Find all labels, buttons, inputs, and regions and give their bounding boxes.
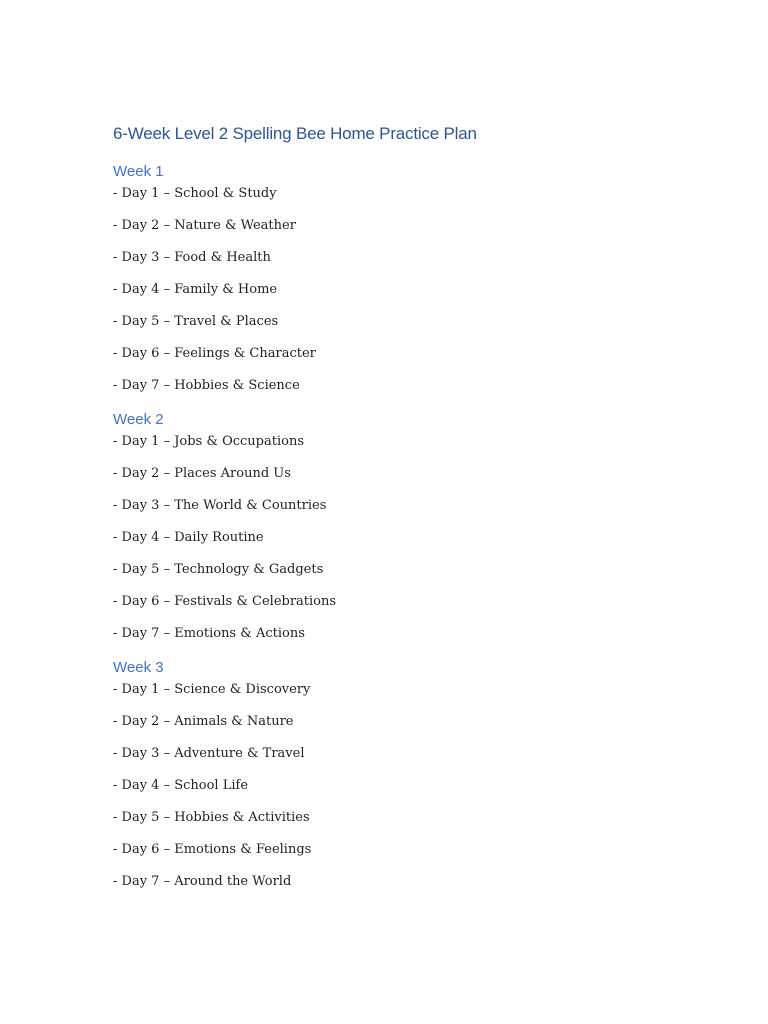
day-item: - Day 6 – Feelings & Character [113, 346, 316, 361]
week-heading: Week 2 [113, 411, 164, 428]
day-item: - Day 7 – Emotions & Actions [113, 626, 305, 641]
day-item: - Day 3 – Food & Health [113, 250, 271, 265]
day-item: - Day 2 – Animals & Nature [113, 714, 294, 729]
day-item: - Day 4 – School Life [113, 778, 249, 793]
week-heading: Week 3 [113, 659, 164, 676]
week-heading: Week 1 [113, 163, 164, 180]
day-item: - Day 5 – Hobbies & Activities [113, 810, 310, 825]
day-item: - Day 2 – Nature & Weather [113, 218, 296, 233]
day-item: - Day 1 – School & Study [113, 186, 277, 201]
day-item: - Day 6 – Emotions & Feelings [113, 842, 312, 857]
day-item: - Day 6 – Festivals & Celebrations [113, 594, 337, 609]
day-item: - Day 4 – Family & Home [113, 282, 278, 297]
day-item: - Day 5 – Technology & Gadgets [113, 562, 324, 577]
day-item: - Day 5 – Travel & Places [113, 314, 279, 329]
day-item: - Day 7 – Around the World [113, 874, 292, 889]
day-item: - Day 2 – Places Around Us [113, 466, 291, 481]
day-item: - Day 7 – Hobbies & Science [113, 378, 300, 393]
document-title: 6-Week Level 2 Spelling Bee Home Practice Plan [113, 124, 477, 143]
day-item: - Day 1 – Science & Discovery [113, 682, 311, 697]
day-item: - Day 4 – Daily Routine [113, 530, 264, 545]
day-item: - Day 3 – Adventure & Travel [113, 746, 305, 761]
day-item: - Day 1 – Jobs & Occupations [113, 434, 304, 449]
day-item: - Day 3 – The World & Countries [113, 498, 327, 513]
